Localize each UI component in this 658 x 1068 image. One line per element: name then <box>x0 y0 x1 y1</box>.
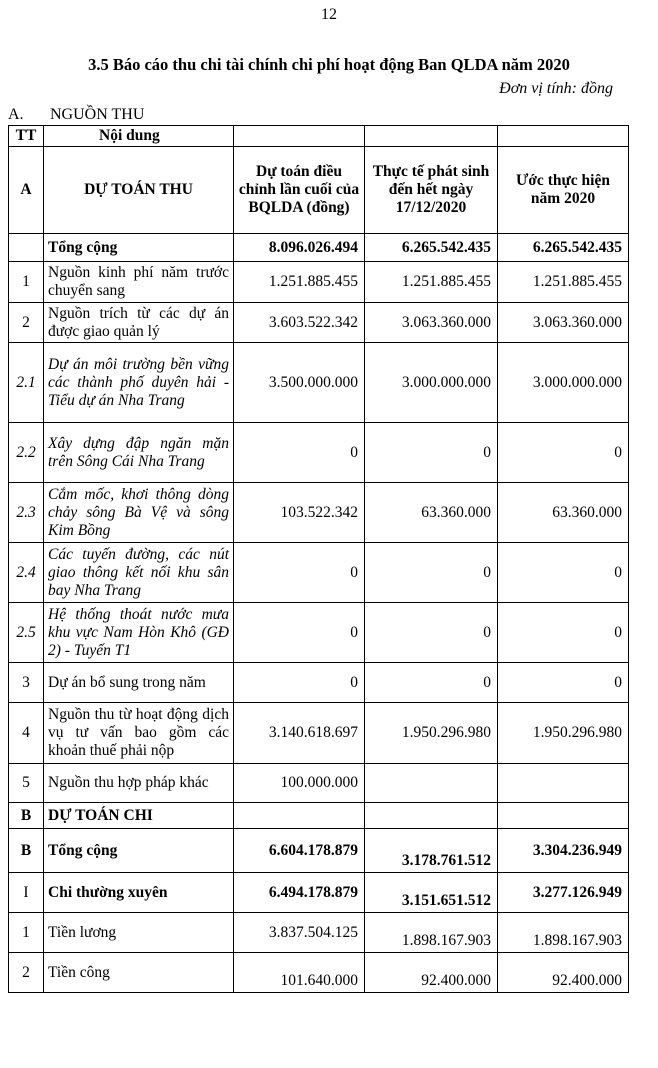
table-row: 2.5 Hệ thống thoát nước mưa khu vực Nam Hòn Khô (GĐ 2) - Tuyến T1 0 0 0 <box>9 603 629 663</box>
header-col3: Ước thực hiện năm 2020 <box>498 147 629 234</box>
table-row: 2 Nguồn trích từ các dự án được giao quản lý 3.603.522.342 3.063.360.000 3.063.360.000 <box>9 303 629 343</box>
table-row: 4 Nguồn thu từ hoạt động dịch vụ tư vấn bao gồm các khoản thuế phải nộp 3.140.618.697 1.950.296.980 1.950.296.980 <box>9 703 629 764</box>
header-a-title: DỰ TOÁN THU <box>44 147 234 234</box>
table-row: 2.3 Cắm mốc, khơi thông dòng chảy sông Bà Vệ và sông Kim Bồng 103.522.342 63.360.000 63.360.000 <box>9 483 629 543</box>
section-b-label: B <box>9 803 44 829</box>
header-tt: TT <box>9 126 44 147</box>
table-row: 2 Tiền công 101.640.000 92.400.000 92.400.000 <box>9 953 629 993</box>
section-b-title: DỰ TOÁN CHI <box>44 803 234 829</box>
table-row: 5 Nguồn thu hợp pháp khác 100.000.000 <box>9 764 629 803</box>
finance-table <box>8 125 629 993</box>
page-number: 12 <box>321 6 337 23</box>
section-a-title: NGUỒN THU <box>50 106 145 123</box>
header-a: A <box>9 147 44 234</box>
table-row: 2.2 Xây dựng đập ngăn mặn trên Sông Cái Nha Trang 0 0 0 <box>9 423 629 483</box>
section-a-label: A. <box>8 106 24 123</box>
header-row-top <box>9 126 629 147</box>
section-b-row <box>9 803 629 829</box>
header-content: Nội dung <box>44 126 234 147</box>
unit-label: Đơn vị tính: đồng <box>499 80 613 97</box>
header-col2: Thực tế phát sinh đến hết ngày 17/12/2020 <box>365 147 498 234</box>
section-a-heading <box>8 106 144 124</box>
page-title: 3.5 Báo cáo thu chi tài chính chi phí hoạt động Ban QLDA năm 2020 <box>88 55 570 74</box>
table-row: 1 Tiền lương 3.837.504.125 1.898.167.903 1.898.167.903 <box>9 913 629 953</box>
header-row-main <box>9 147 629 234</box>
table-row: 3 Dự án bổ sung trong năm 0 0 0 <box>9 663 629 703</box>
table-row: I Chi thường xuyên 6.494.178.879 3.151.651.512 3.277.126.949 <box>9 873 629 913</box>
table-row: 2.1 Dự án môi trường bền vững các thành phố duyên hải - Tiểu dự án Nha Trang 3.500.000.000 3.000.000.000 3.000.000.000 <box>9 343 629 423</box>
table-row: Tổng cộng 8.096.026.494 6.265.542.435 6.265.542.435 <box>9 234 629 262</box>
table-row: B Tổng cộng 6.604.178.879 3.178.761.512 3.304.236.949 <box>9 829 629 873</box>
table-row: 1 Nguồn kinh phí năm trước chuyển sang 1.251.885.455 1.251.885.455 1.251.885.455 <box>9 262 629 303</box>
header-col1: Dự toán điều chỉnh lần cuối của BQLDA (đồng) <box>234 147 365 234</box>
table-row: 2.4 Các tuyến đường, các nút giao thông kết nối khu sân bay Nha Trang 0 0 0 <box>9 543 629 603</box>
